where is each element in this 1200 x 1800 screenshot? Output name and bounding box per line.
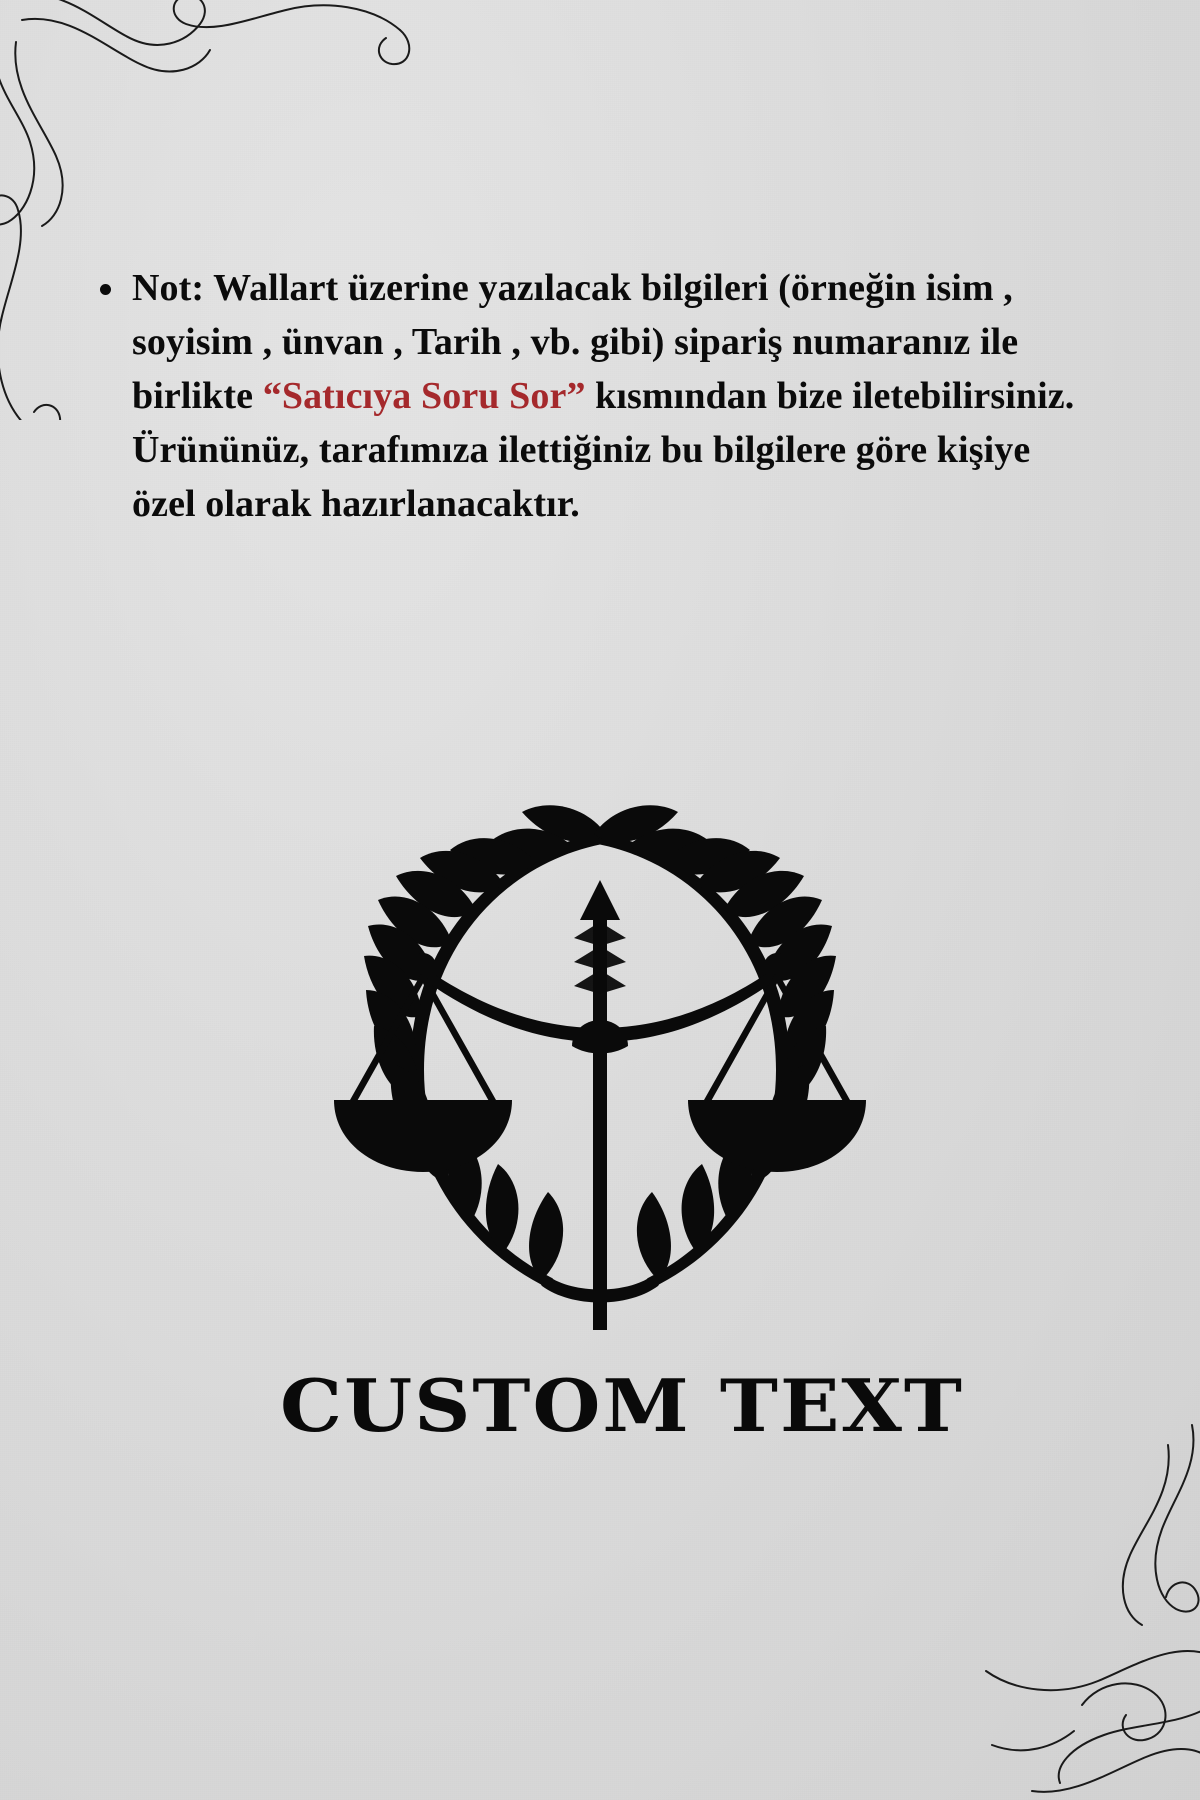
note-text-part2: kısmından bize iletebilirsiniz. Ürününüz, tarafımıza ilettiğiniz bu bilgilere göre kişiye özel olarak hazırlanacaktır. [132,374,1075,525]
corner-flourish-icon [782,1405,1200,1800]
note-list [92,262,1102,532]
custom-text-banner [280,1364,964,1449]
list-item [132,262,1102,532]
note-highlight: “Satıcıya Soru Sor” [262,374,586,417]
note-text-part1: Not: Wallart üzerine yazılacak bilgileri (örneğin isim , soyisim , ünvan , Tarih , vb. gibi) sipariş numaranız ile birlikte [132,267,1019,417]
custom-text-label: CUSTOM TEXT [280,1364,964,1449]
justice-scales-laurel-wreath-icon [290,770,910,1390]
note-block [92,262,1102,532]
